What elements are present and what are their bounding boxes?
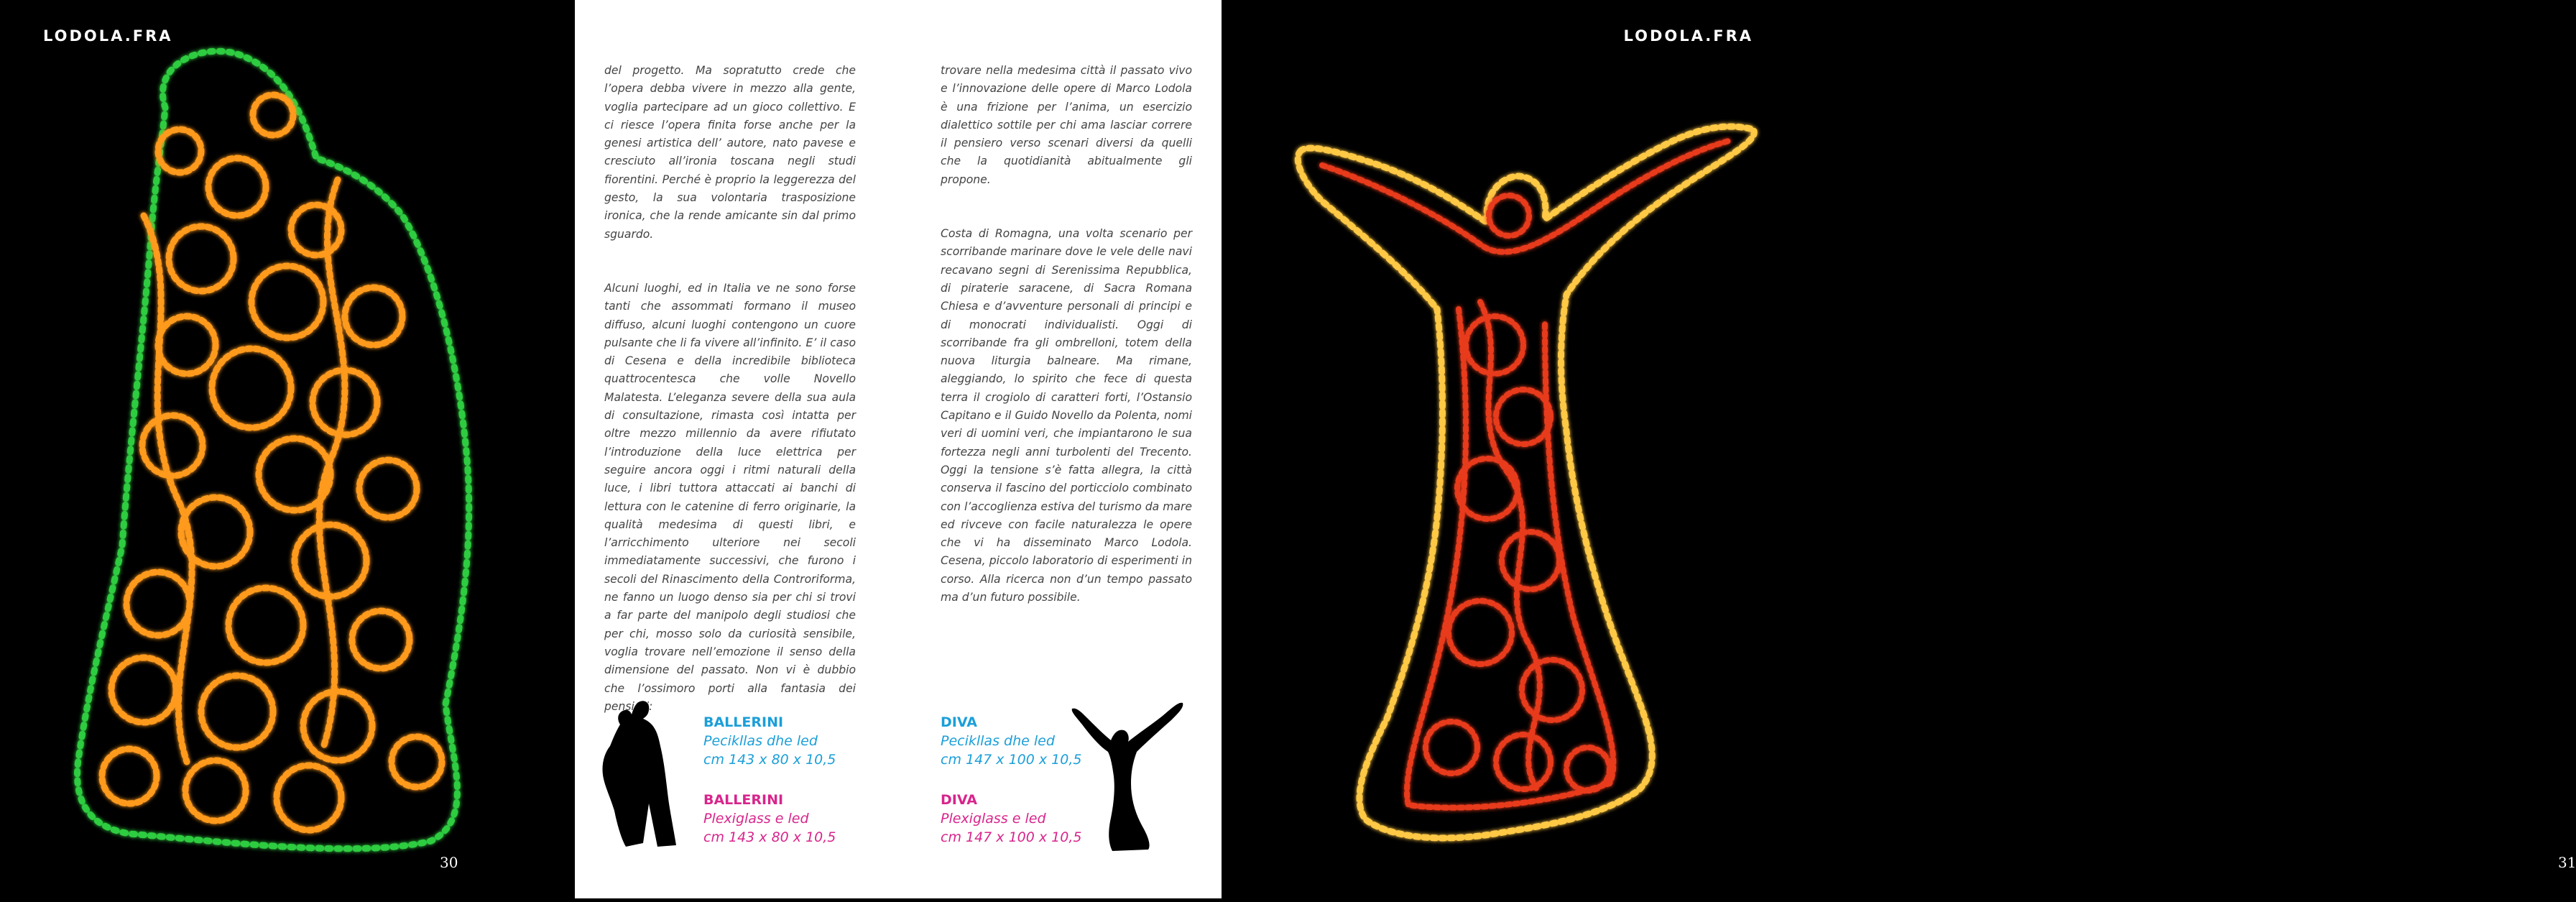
dancers-silhouette-icon [600, 696, 683, 850]
diva-light-sculpture [1222, 0, 1796, 898]
brand-logo-left: LODOLA.FRA [43, 27, 173, 45]
caption-ballerini-led [703, 713, 836, 769]
right-photo-page [1222, 0, 2576, 898]
caption-material: Plexiglass e led [941, 811, 1046, 827]
caption-size: cm 143 x 80 x 10,5 [703, 829, 836, 845]
caption-diva-plexiglass [941, 791, 1081, 847]
text-column-right [941, 62, 1192, 643]
left-photo-page [0, 0, 575, 898]
text-column-left [604, 62, 856, 752]
caption-title: BALLERINI [703, 714, 784, 730]
paragraph: Costa di Romagna, una volta scenario per scorribande marinare dove le vele delle navi recavano segni di Serenissima Repubblica, di piraterie saracene, di Sacra Romana Chiesa e d’avventure personali di principi e di monocrati individualisti. Oggi di scorribande fra gli ombrelloni, totem della nuova liturgia balneare. Ma rimane, aleggiando, lo spirito che fece di questa terra il crogiolo di caratteri forti, l’Ostansio Capitano e il Guido Novello da Polenta, nomi veri di uomini veri, che impiantarono le sua fortezza negli anni turbolenti del Trecento. Oggi la tensione s’è fatta allegra, la città conserva il fascino del porticciolo combinato con l’accoglienza estiva del turismo da mare ed rivceve con facile naturalezza le opere che vi ha disseminato Marco Lodola. Cesena, piccolo laboratorio di esperimenti in corso. Alla ricerca non d’un tempo passato ma d’un futuro possibile. [941, 227, 1192, 604]
caption-title: DIVA [941, 792, 977, 808]
caption-material: Pecikllas dhe led [941, 733, 1055, 749]
caption-diva-led [941, 713, 1081, 769]
page-number-right: 31 [2558, 854, 2576, 871]
caption-material: Plexiglass e led [703, 811, 809, 827]
caption-size: cm 143 x 80 x 10,5 [703, 752, 836, 768]
paragraph: trovare nella medesima città il passato vivo e l’innovazione delle opere di Marco Lodola è una frizione per l’anima, un esercizio dialettico sottile per chi ama lasciar correre il pensiero verso scenari diversi da quelli che la quotidianità abitualmente gli propone. [941, 64, 1192, 186]
ballerini-light-sculpture [0, 0, 575, 898]
paragraph: Alcuni luoghi, ed in Italia ve ne sono forse tanti che assommati formano il museo diffuso, alcuni luoghi contengono un cuore pulsante che li fa vivere all’infinito. E’ il caso di Cesena e della incredibile biblioteca quattrocentesca che volle Novello Malatesta. L’eleganza severe della sua aula di consultazione, rimasta così intatta per oltre mezzo millennio da avere rifiutato l’introduzione della luce elettrica per seguire ancora oggi i ritmi naturali della luce, i libri tuttora attaccati ai banchi di lettura con le catenine di ferro originarie, la qualità medesima di questi libri, e l’arricchimento ulteriore nei secoli immediatamente successivi, che furono i secoli del Rinascimento della Controriforma, ne fanno un luogo denso sia per chi si trovi a far parte del manipolo degli studiosi che per chi, mosso solo da curiosità sensibile, voglia trovare nell’emozione il senso della dimensione del passato. Non vi è dubbio che l’ossimoro porti alla fantasia dei pensieri: [604, 281, 856, 713]
caption-ballerini-plexiglass [703, 791, 836, 847]
caption-title: BALLERINI [703, 792, 784, 808]
caption-size: cm 147 x 100 x 10,5 [941, 829, 1082, 845]
text-page [575, 0, 1222, 898]
caption-title: DIVA [941, 714, 977, 730]
paragraph: del progetto. Ma sopratutto crede che l’opera debba vivere in mezzo alla gente, voglia partecipare ad un gioco collettivo. E ci riesce l’opera finita forse anche per la genesi artistica dell’ autore, nato pavese e cresciuto all’ironia toscana negli studi fiorentini. Perché è proprio la leggerezza del gesto, la sua volontaria trasposizione ironica, che la rende amicante sin dal primo sguardo. [604, 64, 856, 241]
caption-material: Pecikllas dhe led [703, 733, 818, 749]
diva-silhouette-icon [1071, 699, 1186, 853]
caption-size: cm 147 x 100 x 10,5 [941, 752, 1082, 768]
page-number-left: 30 [440, 854, 458, 871]
brand-logo-right: LODOLA.FRA [1623, 27, 1753, 45]
